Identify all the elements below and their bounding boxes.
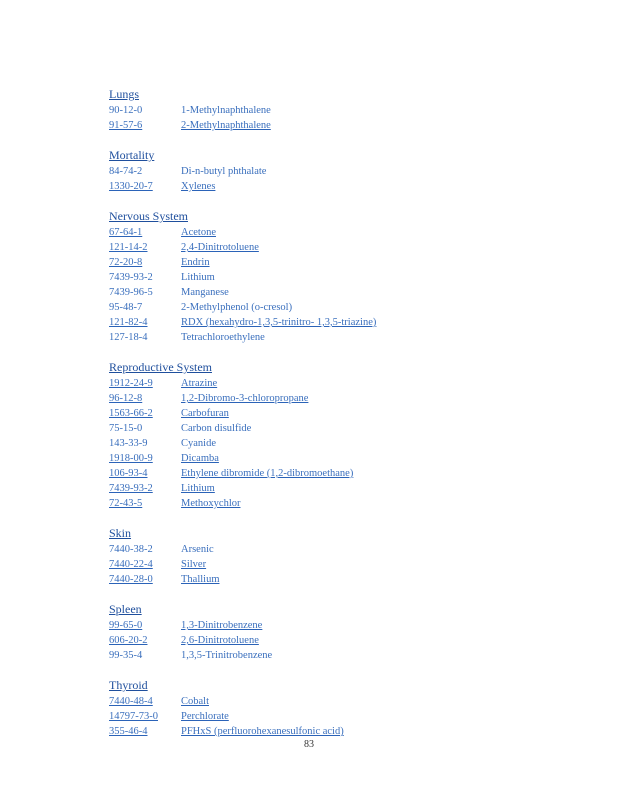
chemical-name: Lithium [181, 272, 215, 283]
chemical-name: Dicamba [181, 453, 219, 464]
cas-number: 127-18-4 [109, 332, 148, 343]
chemical-row[interactable] [109, 240, 579, 255]
cas-number: 75-15-0 [109, 423, 143, 434]
cas-number: 1330-20-7 [109, 181, 153, 192]
chemical-name: RDX (hexahydro-1,3,5-trinitro- 1,3,5-triazine) [181, 317, 377, 328]
chemical-name: 2-Methylphenol (o-cresol) [181, 302, 293, 313]
chemical-row [109, 270, 579, 285]
chemical-row[interactable] [109, 376, 579, 391]
chemical-name: 1,3-Dinitrobenzene [181, 620, 263, 631]
section-lungs [109, 86, 579, 133]
chemical-row[interactable] [109, 572, 579, 587]
chemical-row[interactable] [109, 315, 579, 330]
chemical-row[interactable] [109, 618, 579, 633]
chemical-row[interactable] [109, 391, 579, 406]
chemical-name: Arsenic [181, 544, 214, 555]
chemical-row[interactable] [109, 466, 579, 481]
chemical-name: Cyanide [181, 438, 216, 449]
section-thyroid [109, 677, 579, 739]
chemical-name: Lithium [181, 483, 215, 494]
chemical-row[interactable] [109, 406, 579, 421]
cas-number: 7440-48-4 [109, 696, 153, 707]
cas-number: 1918-00-9 [109, 453, 153, 464]
chemical-row [109, 436, 579, 451]
cas-number: 121-14-2 [109, 242, 148, 253]
cas-number: 72-20-8 [109, 257, 143, 268]
chemical-name: 2-Methylnaphthalene [181, 120, 271, 131]
chemical-row [109, 103, 579, 118]
chemical-name: Di-n-butyl phthalate [181, 166, 267, 177]
chemical-row [109, 300, 579, 315]
chemical-name: PFHxS (perfluorohexanesulfonic acid) [181, 726, 344, 737]
chemical-row[interactable] [109, 179, 579, 194]
section-heading[interactable]: Thyroid [109, 678, 148, 692]
chemical-row[interactable] [109, 451, 579, 466]
chemical-row[interactable] [109, 724, 579, 739]
section-heading[interactable]: Reproductive System [109, 360, 212, 374]
chemical-row[interactable] [109, 694, 579, 709]
section-heading[interactable]: Mortality [109, 148, 155, 162]
cas-number: 143-33-9 [109, 438, 148, 449]
section-heading[interactable]: Nervous System [109, 209, 188, 223]
cas-number: 1912-24-9 [109, 378, 153, 389]
chemical-row[interactable] [109, 557, 579, 572]
chemical-row[interactable] [109, 225, 579, 240]
section-spleen [109, 601, 579, 663]
chemical-name: 2,6-Dinitrotoluene [181, 635, 259, 646]
cas-number: 96-12-8 [109, 393, 143, 404]
section-nervous-system [109, 208, 579, 345]
cas-number: 99-65-0 [109, 620, 143, 631]
chemical-row[interactable] [109, 255, 579, 270]
chemical-row [109, 542, 579, 557]
chemical-name: 1,2-Dibromo-3-chloropropane [181, 393, 309, 404]
cas-number: 606-20-2 [109, 635, 148, 646]
cas-number: 355-46-4 [109, 726, 148, 737]
cas-number: 7440-22-4 [109, 559, 153, 570]
chemical-name: Silver [181, 559, 207, 570]
chemical-row[interactable] [109, 633, 579, 648]
chemical-name: Carbofuran [181, 408, 229, 419]
section-heading[interactable]: Skin [109, 526, 132, 540]
chemical-name: Methoxychlor [181, 498, 241, 509]
cas-number: 90-12-0 [109, 105, 143, 116]
chemical-row [109, 648, 579, 663]
chemical-name: Manganese [181, 287, 229, 298]
chemical-list [109, 86, 579, 753]
chemical-name: Xylenes [181, 181, 216, 192]
chemical-name: 2,4-Dinitrotoluene [181, 242, 259, 253]
chemical-name: Acetone [181, 227, 216, 238]
cas-number: 7439-96-5 [109, 287, 153, 298]
cas-number: 7440-28-0 [109, 574, 153, 585]
cas-number: 1563-66-2 [109, 408, 153, 419]
chemical-row [109, 330, 579, 345]
chemical-name: Cobalt [181, 696, 209, 707]
chemical-name: Ethylene dibromide (1,2-dibromoethane) [181, 468, 354, 479]
cas-number: 7439-93-2 [109, 483, 153, 494]
cas-number: 67-64-1 [109, 227, 143, 238]
cas-number: 121-82-4 [109, 317, 148, 328]
cas-number: 106-93-4 [109, 468, 148, 479]
cas-number: 72-43-5 [109, 498, 143, 509]
chemical-row[interactable] [109, 118, 579, 133]
chemical-name: Carbon disulfide [181, 423, 252, 434]
chemical-name: Thallium [181, 574, 220, 585]
chemical-row [109, 164, 579, 179]
page-number: 83 [304, 739, 314, 750]
chemical-name: Endrin [181, 257, 210, 268]
cas-number: 14797-73-0 [109, 711, 158, 722]
chemical-row[interactable] [109, 481, 579, 496]
cas-number: 95-48-7 [109, 302, 143, 313]
chemical-name: Perchlorate [181, 711, 229, 722]
chemical-row[interactable] [109, 496, 579, 511]
section-reproductive-system [109, 359, 579, 511]
cas-number: 7439-93-2 [109, 272, 153, 283]
chemical-row [109, 421, 579, 436]
section-skin [109, 525, 579, 587]
section-heading[interactable]: Lungs [109, 87, 139, 101]
cas-number: 99-35-4 [109, 650, 143, 661]
chemical-name: 1,3,5-Trinitrobenzene [181, 650, 273, 661]
chemical-name: Atrazine [181, 378, 218, 389]
section-heading[interactable]: Spleen [109, 602, 142, 616]
chemical-name: Tetrachloroethylene [181, 332, 265, 343]
section-mortality [109, 147, 579, 194]
chemical-name: 1-Methylnaphthalene [181, 105, 271, 116]
chemical-row [109, 285, 579, 300]
chemical-row[interactable] [109, 709, 579, 724]
cas-number: 91-57-6 [109, 120, 143, 131]
cas-number: 7440-38-2 [109, 544, 153, 555]
cas-number: 84-74-2 [109, 166, 143, 177]
